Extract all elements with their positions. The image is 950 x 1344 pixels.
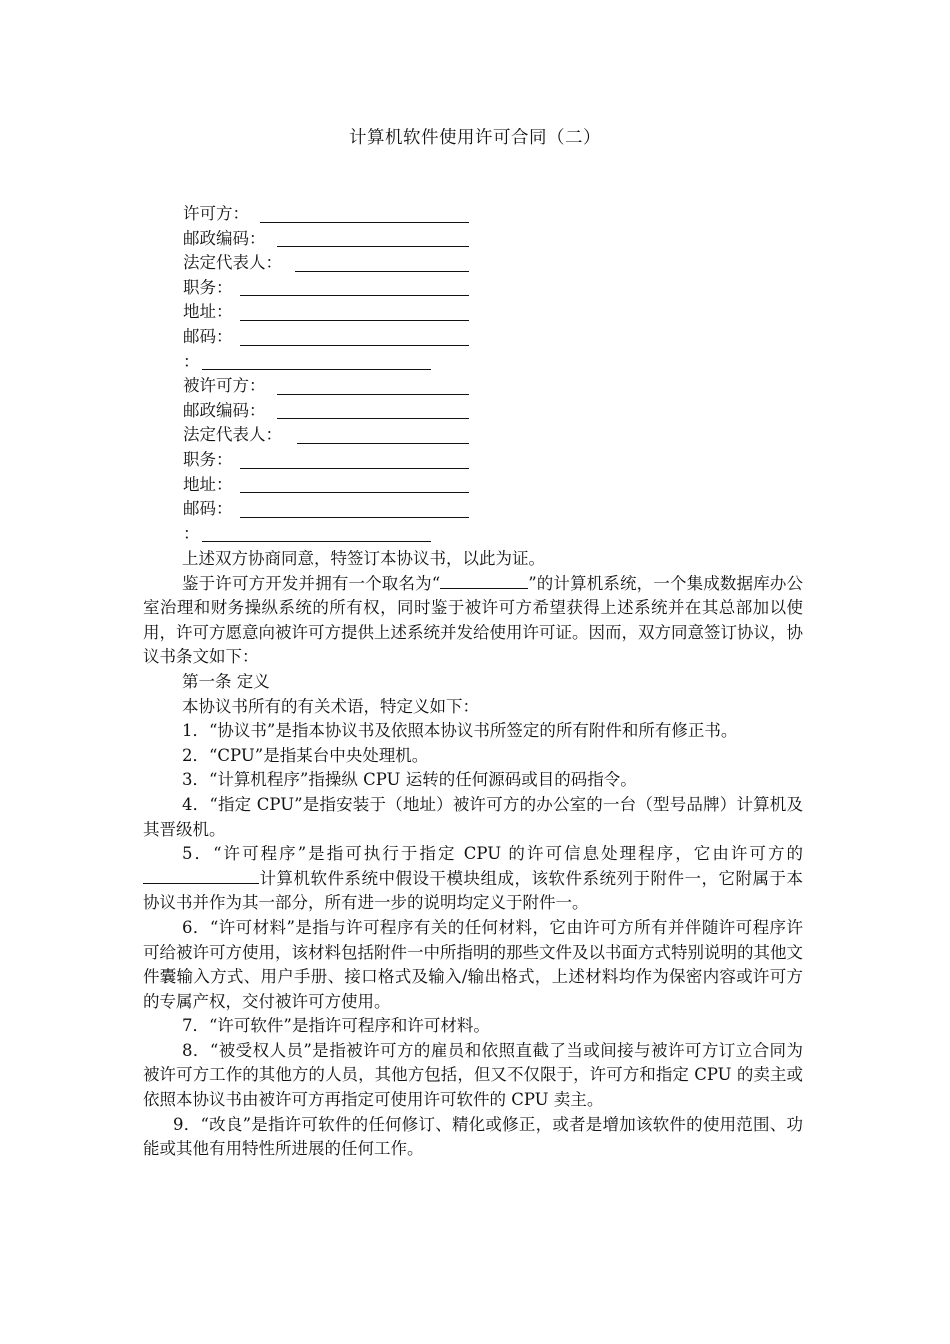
fill-blank [277,246,469,247]
fill-blank [240,295,469,296]
licensee-position-field [183,448,282,473]
licensee-address-field [183,473,282,498]
licensee-zip-field [183,497,282,522]
licensor-extra-field [183,350,282,375]
licensor-postcode-field [183,227,282,252]
licensor-address-field [183,300,282,325]
licensor-name-field [183,202,282,227]
fill-blank [260,222,469,223]
system-name-blank [440,574,528,589]
field-label: 许可方： [183,204,249,223]
field-label: ： [183,523,200,543]
definition-text-part1: 5．“许可程序”是指可执行于指定 CPU 的许可信息处理程序，它由许可方的 [182,844,803,864]
field-label: 邮码： [183,499,233,519]
licensee-representative-field [183,423,282,448]
field-label: 邮码： [183,326,233,346]
article-heading: 第一条 定义 [182,671,270,691]
licensor-representative-field [183,251,282,276]
licensor-position-field [183,276,282,301]
field-label: 被许可方： [183,376,266,396]
licensee-postcode-field [183,399,282,424]
definition-item: 3．“计算机程序”指操纵 CPU 运转的任何源码或目的码指令。 [182,770,637,790]
intro-paragraph: 上述双方协商同意，特签订本协议书，以此为证。 [182,549,545,568]
contract-body [143,547,803,1162]
field-label: ： [183,351,200,371]
definition-item [143,842,803,916]
definition-text-part2: 计算机软件系统中假设干模块组成，该软件系统列于附件一，它附属于本协议书并作为其一部分，所有进一步的说明均定义于附件一。 [143,868,803,913]
definition-item: 7．“许可软件”是指许可程序和许可材料。 [182,1016,490,1036]
fill-blank [202,369,431,370]
fill-blank [240,492,469,493]
licensee-extra-field [183,522,282,547]
fill-blank [202,541,431,542]
fill-blank [277,394,469,395]
fill-blank [240,468,469,469]
field-label: 地址： [183,302,233,322]
definition-item: 1．“协议书”是指本协议书及依照本协议书所签定的所有附件和所有修正书。 [182,721,738,741]
fill-blank [277,418,469,419]
definition-item: 8．“被受权人员”是指被许可方的雇员和依照直截了当或间接与被许可方订立合同为被许可方工作的其他方的人员，其他方包括，但又不仅限于，许可方和指定 CPU 的卖主或依照本协议书由被许可方再指定可使用许可软件的 CPU 卖主。 [143,1040,803,1110]
licensor-zip-field [183,325,282,350]
definition-item: 2．“CPU”是指某台中央处理机。 [182,745,429,765]
fill-blank [297,443,469,444]
field-label: 法定代表人： [183,425,282,445]
licensor-blank [143,869,259,884]
licensee-name-field [183,374,282,399]
field-label: 邮政编码： [183,400,266,420]
recital-text-part2: ”的计算机系统，一个集成数据库办公室治理和财务操纵系统的所有权，同时鉴于被许可方希望获得上述系统并在其总部加以使用，许可方愿意向被许可方提供上述系统并发给使用许可证。因而，双方同意签订协议，协议书条文如下： [143,573,804,667]
definition-item: 4．“指定 CPU”是指安装于（地址）被许可方的办公室的一台（型号品牌）计算机及其晋级机。 [143,794,803,839]
fill-blank [295,271,469,272]
document-title: 计算机软件使用许可合同（二） [349,128,601,148]
fill-blank [240,345,469,346]
fill-blank [240,320,469,321]
recital-paragraph [143,572,803,670]
field-label: 地址： [183,474,233,494]
field-label: 职务： [183,449,233,469]
field-label: 邮政编码： [183,228,266,248]
definition-item: 6．“许可材料”是指与许可程序有关的任何材料，它由许可方所有并伴随许可程序许可给被许可方使用，该材料包括附件一中所指明的那些文件及以书面方式特别说明的其他文件囊输入方式、用户手册、接口格式及输入/输出格式，上述材料均作为保密内容或许可方的专属产权，交付被许可方使用。 [143,917,803,1011]
field-label: 法定代表人： [183,253,282,273]
recital-text-part1: 鉴于许可方开发并拥有一个取名为“ [182,573,441,593]
definition-item: 9．“改良”是指许可软件的任何修订、精化或修正，或者是增加该软件的使用范围、功能或其他有用特性所进展的任何工作。 [143,1114,803,1159]
party-fields [183,202,282,546]
definitions-intro: 本协议书所有的有关术语，特定义如下： [182,696,479,716]
field-label: 职务： [183,277,233,297]
fill-blank [240,517,469,518]
